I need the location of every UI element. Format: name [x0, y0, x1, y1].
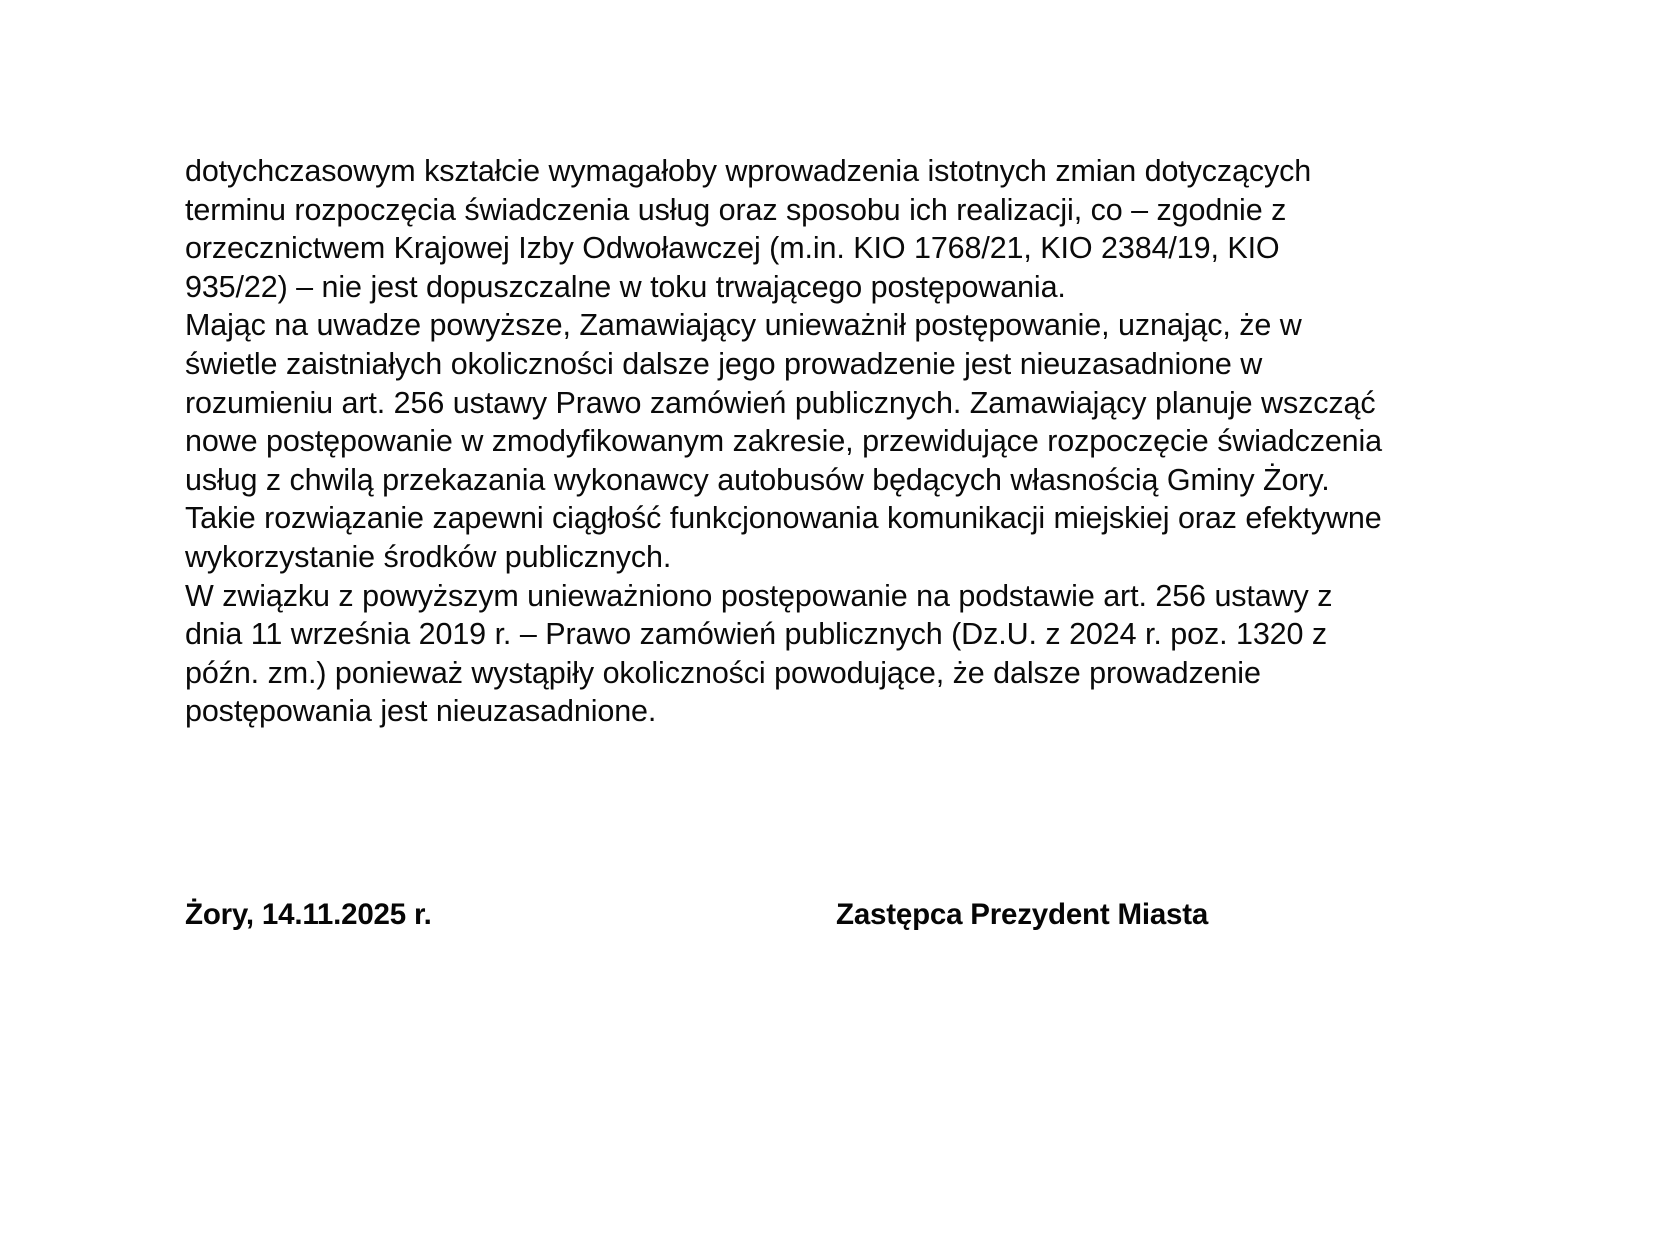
document-body — [185, 152, 1390, 731]
document-footer — [185, 893, 1390, 953]
body-paragraph-3: W związku z powyższym unieważniono postępowanie na podstawie art. 256 ustawy z dnia 11 września 2019 r. – Prawo zamówień publicznych (Dz.U. z 2024 r. poz. 1320 z późn. zm.) ponieważ wystąpiły okoliczności powodujące, że dalsze prowadzenie postępowania jest nieuzasadnione. — [185, 578, 1333, 729]
body-paragraph-2: Mając na uwadze powyższe, Zamawiający unieważnił postępowanie, uznając, że w świetle zaistniałych okoliczności dalsze jego prowadzenie jest nieuzasadnione w rozumieniu art. 256 ustawy Prawo zamówień publicznych. Zamawiający planuje wszcząć nowe postępowanie w zmodyfikowanym zakresie, przewidujące rozpoczęcie świadczenia usług z chwilą przekazania wykonawcy autobusów będących własnością Gminy Żory. Takie rozwiązanie zapewni ciągłość funkcjonowania komunikacji miejskiej oraz efektywne wykorzystanie środków publicznych. — [185, 308, 1383, 574]
footer-row — [185, 893, 1390, 937]
signature-title: Zastępca Prezydent Miasta — [836, 898, 1209, 931]
body-paragraph-1: dotychczasowym kształcie wymagałoby wprowadzenia istotnych zmian dotyczących terminu rozpoczęcia świadczenia usług oraz sposobu ich realizacji, co – zgodnie z orzecznictwem Krajowej Izby Odwoławczej (m.in. KIO 1768/21, KIO 2384/19, KIO 935/22) – nie jest dopuszczalne w toku trwającego postępowania. — [185, 154, 1312, 304]
place-and-date: Żory, 14.11.2025 r. — [185, 898, 432, 931]
